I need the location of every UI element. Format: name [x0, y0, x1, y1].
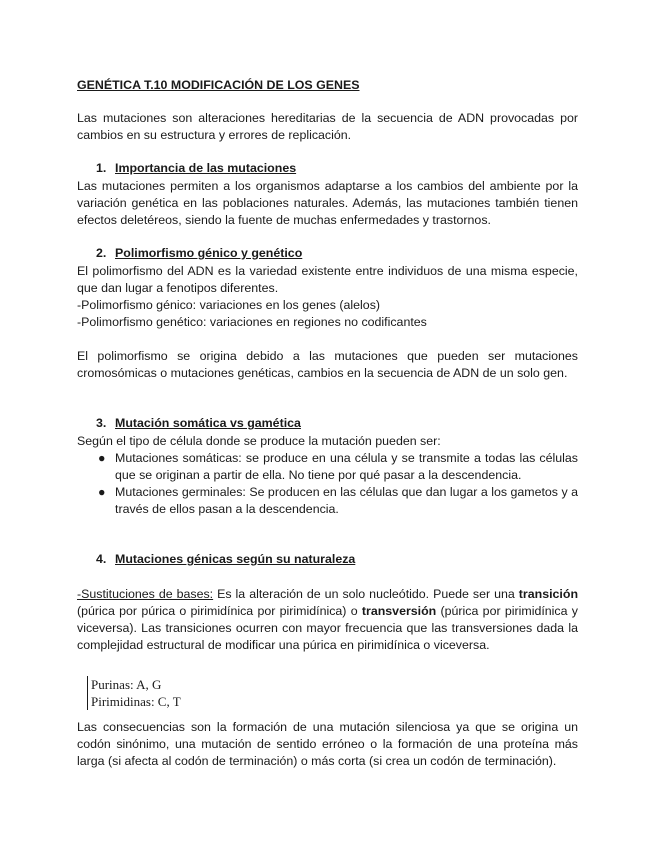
section-4-heading: [96, 552, 355, 566]
list-item-text: Mutaciones somáticas: se produce en una célula y se transmite a todas las células que se originan a partir de ella. No tiene por qué pasar a la descendencia.: [115, 451, 578, 482]
bullet-icon: ●: [98, 485, 106, 499]
section-title: Mutación somática vs gamética: [115, 416, 301, 430]
bullet-icon: ●: [98, 451, 106, 465]
section-number: 3.: [96, 416, 107, 430]
section-2-text: El polimorfismo del ADN es la variedad existente entre individuos de una misma especie, que dan lugar a fenotipos diferentes.: [77, 264, 578, 295]
term-transicion: transición: [518, 587, 579, 601]
polimorfismo-genetico-line: -Polimorfismo genético: variaciones en regiones no codificantes: [77, 315, 427, 329]
sustituciones-lead: -Sustituciones de bases:: [77, 587, 214, 601]
intro-paragraph: Las mutaciones son alteraciones hereditarias de la secuencia de ADN provocadas por cambios en su estructura y errores de replicación.: [77, 111, 578, 142]
section-number: 2.: [96, 246, 107, 260]
section-number: 1.: [96, 161, 107, 175]
section-3-lead: Según el tipo de célula donde se produce la mutación pueden ser:: [77, 434, 441, 448]
polimorfismo-genico-line: -Polimorfismo génico: variaciones en los genes (alelos): [77, 298, 381, 312]
pirimidinas-line: Pirimidinas: C, T: [91, 694, 181, 709]
section-title: Mutaciones génicas según su naturaleza: [115, 552, 356, 566]
section-title: Polimorfismo génico y genético: [115, 246, 303, 260]
text-run: (púrica por púrica o pirimidínica por pirimidínica) o: [77, 604, 362, 618]
list-item: [96, 484, 578, 518]
list-item-text: Mutaciones germinales: Se producen en las células que dan lugar a los gametos y a través de ellos pasan a la descendencia.: [115, 485, 578, 516]
section-2-heading: [96, 246, 302, 260]
text-run: (púrica por pirimidínica y viceversa). Las transiciones ocurren con mayor frecuencia que las transversiones dada la complejidad estructural de modificar una púrica en pirimidínica o viceversa.: [77, 604, 578, 652]
page-title: GENÉTICA T.10 MODIFICACIÓN DE LOS GENES: [77, 78, 360, 92]
section-1-heading: [96, 161, 296, 175]
section-number: 4.: [96, 552, 107, 566]
list-item: [96, 450, 578, 484]
term-transversion: transversión: [361, 604, 437, 618]
text-run: Es la alteración de un solo nucleótido. Puede ser una: [213, 587, 519, 601]
section-3-heading: [96, 416, 301, 430]
section-2-text-2: El polimorfismo se origina debido a las mutaciones que pueden ser mutaciones cromosómicas o mutaciones genéticas, cambios en la secuencia de ADN de un solo gen.: [77, 349, 578, 380]
section-1-text: Las mutaciones permiten a los organismos adaptarse a los cambios del ambiente por la variación genética en las poblaciones naturales. Además, las mutaciones también tienen efectos deletéreos, siendo la fuente de muchas enfermedades y trastornos.: [77, 179, 578, 227]
section-title: Importancia de las mutaciones: [115, 161, 297, 175]
purinas-line: Purinas: A, G: [91, 677, 162, 692]
mutation-type-list: [96, 450, 578, 518]
bases-note: [87, 676, 181, 710]
sustituciones-paragraph: [77, 586, 578, 654]
consecuencias-paragraph: Las consecuencias son la formación de una mutación silenciosa ya que se origina un codón sinónimo, una mutación de sentido erróneo o la formación de una proteína más larga (si afecta al codón de terminación) o más corta (si crea un codón de terminación).: [77, 720, 578, 768]
